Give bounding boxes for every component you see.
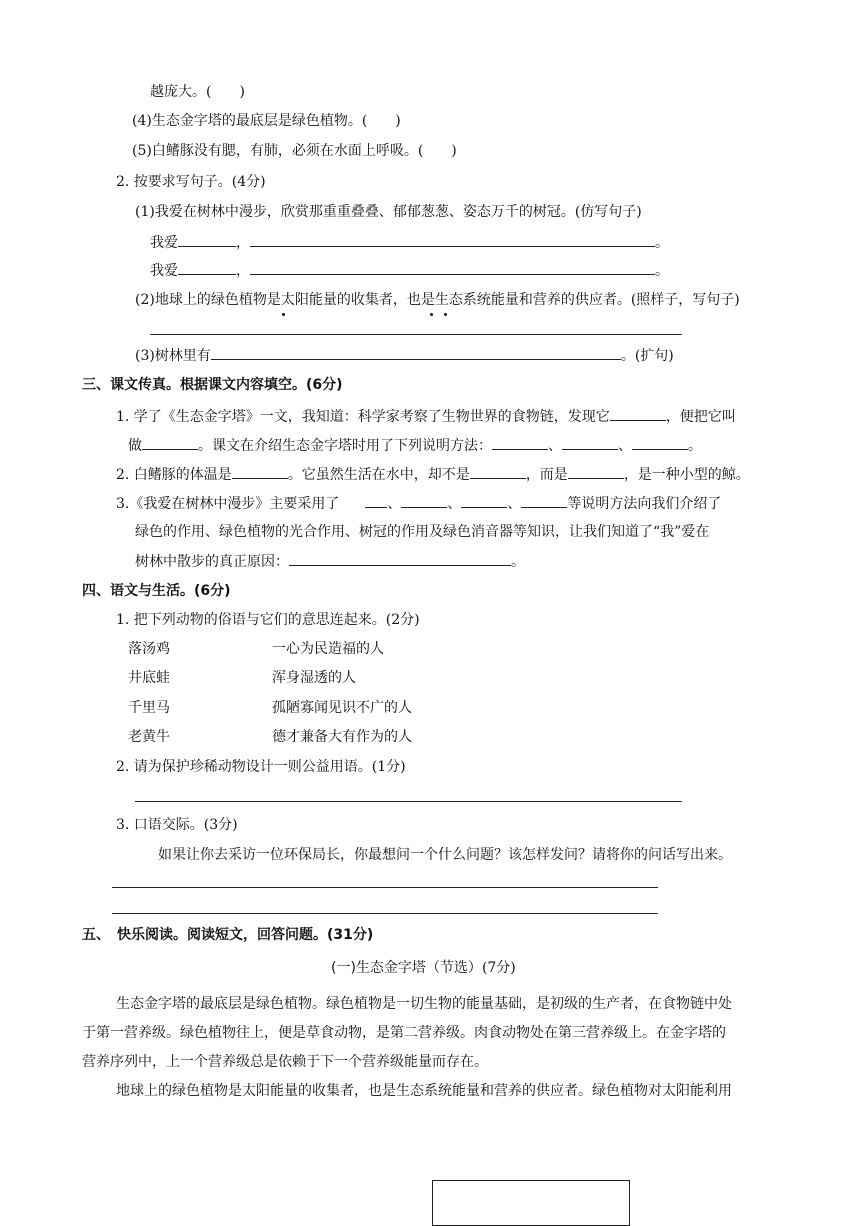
sentence-3-expand[interactable] (135, 345, 674, 366)
passage-score: (7分) (481, 960, 516, 976)
sentence-1-instruction: (1)我爱在树林中漫步，欣赏那重重叠叠、郁郁葱葱、姿态万千的树冠。(仿写句子) (135, 204, 642, 220)
blank[interactable] (232, 464, 288, 479)
text: 等说明方法向我们介绍了 (567, 496, 722, 512)
proverb-left[interactable]: 落汤鸡 (128, 641, 170, 657)
meaning-right[interactable]: 孤陋寡闻见识不广的人 (272, 700, 412, 716)
page-number-box (432, 1180, 630, 1226)
passage-line: 生态金字塔的最底层是绿色植物。绿色植物是一切生物的能量基础，是初级的生产者，在食物链中处 (116, 996, 732, 1012)
proverb-left[interactable]: 井底蛙 (128, 670, 170, 686)
blank[interactable] (470, 464, 526, 479)
blank[interactable] (211, 345, 621, 360)
blank[interactable] (521, 493, 567, 508)
text: 。课文在介绍生态金字塔时用了下列说明方法： (198, 438, 492, 454)
blank[interactable] (250, 260, 655, 275)
passage-line: 地球上的绿色植物是太阳能量的收集者，也是生态系统能量和营养的供应者。绿色植物对太阳能利用 (116, 1083, 732, 1099)
passage-note: （节选） (425, 960, 482, 976)
passage-line: 营养序列中，上一个营养级总是依赖于下一个营养级能量而存在。 (82, 1054, 488, 1070)
sentence-2-instruction: (2)地球上的绿色植物是太阳能量的收集者，也是生态系统能量和营养的供应者。(照样子，写句子) (135, 292, 740, 308)
text: 做 (128, 438, 142, 454)
sec3-q3-line1 (116, 493, 721, 514)
meaning-right[interactable]: 浑身湿透的人 (272, 670, 356, 686)
emphasis-dot (444, 313, 447, 316)
text: 。 (688, 438, 702, 454)
text: ，是一种小型的鲸。 (623, 467, 750, 483)
period: 。 (655, 235, 669, 251)
proverb-left[interactable]: 老黄牛 (128, 729, 170, 745)
question-2-heading: 2. 按要求写句子。(4分) (116, 174, 266, 190)
line-prefix: 我爱 (150, 235, 178, 251)
passage-title (331, 958, 516, 978)
blank[interactable] (289, 551, 511, 566)
text: 。它虽然生活在水中，却不是 (287, 467, 470, 483)
blank[interactable] (632, 435, 688, 450)
answer-line[interactable] (112, 913, 658, 914)
answer-line[interactable] (112, 887, 658, 888)
text: 1. 学了《生态金字塔》一文，我知道：科学家考察了生物世界的食物链，发现它 (116, 409, 610, 425)
text: 、 (447, 496, 462, 512)
blank[interactable] (492, 435, 548, 450)
blank[interactable] (250, 232, 655, 247)
blank[interactable] (568, 464, 624, 479)
blank[interactable] (401, 493, 447, 508)
line-prefix: 我爱 (150, 263, 178, 279)
text: ，便把它叫 (665, 409, 736, 425)
emphasis-dot (282, 313, 285, 316)
sec4-q3-prompt: 如果让你去采访一位环保局长，你最想问一个什么问题？该怎样发问？请将你的问话写出来。 (158, 847, 732, 863)
sec3-q3-line2: 绿色的作用、绿色植物的光合作用、树冠的作用及绿色消音器等知识，让我们知道了“我”爱在 (135, 524, 710, 540)
period: 。 (655, 263, 669, 279)
sec3-q1-line1 (116, 406, 736, 427)
answer-line[interactable] (150, 334, 682, 335)
text: 。 (511, 554, 525, 570)
text: 、 (387, 496, 402, 512)
judgement-item-5: (5)白鳍豚没有腮，有肺，必须在水面上呼吸。( ) (132, 143, 457, 159)
sec4-q1: 1. 把下列动物的俗语与它们的意思连起来。(2分) (116, 612, 420, 628)
meaning-right[interactable]: 德才兼备大有作为的人 (272, 729, 412, 745)
comma: ， (236, 263, 250, 279)
judgement-item-3-tail: 越庞大。( ) (150, 84, 245, 100)
proverb-left[interactable]: 千里马 (128, 700, 170, 716)
emphasis-dot (430, 313, 433, 316)
blank[interactable] (178, 232, 236, 247)
blank[interactable] (562, 435, 618, 450)
blank[interactable] (365, 493, 387, 508)
imitation-line-2[interactable] (150, 260, 669, 281)
answer-line[interactable] (135, 801, 682, 802)
text: 2. 白鳍豚的体温是 (116, 467, 232, 483)
line-suffix: 。(扩句) (620, 348, 674, 364)
text: 树林中散步的真正原因： (135, 554, 289, 570)
sec4-q3: 3. 口语交际。(3分) (116, 817, 238, 833)
comma: ， (236, 235, 250, 251)
text: ，而是 (525, 467, 568, 483)
blank[interactable] (461, 493, 507, 508)
sec3-q1-line2 (128, 435, 702, 456)
line-prefix: (3)树林里有 (135, 348, 211, 364)
text: 3.《我爱在树林中漫步》主要采用了 (116, 496, 340, 512)
judgement-item-4: (4)生态金字塔的最底层是绿色植物。( ) (132, 113, 401, 129)
sec3-q3-line3 (135, 551, 525, 572)
blank[interactable] (178, 260, 236, 275)
section-5-title: 五、 快乐阅读。阅读短文，回答问题。(31分) (82, 927, 374, 943)
text: 、 (548, 438, 562, 454)
imitation-line-1[interactable] (150, 232, 669, 253)
sec4-q2: 2. 请为保护珍稀动物设计一则公益用语。(1分) (116, 759, 406, 775)
text: 、 (618, 438, 632, 454)
passage-title-text: (一)生态金字塔 (331, 960, 426, 976)
passage-line: 于第一营养级。绿色植物往上，便是草食动物，是第二营养级。肉食动物处在第三营养级上。在金字塔的 (82, 1025, 726, 1041)
blank[interactable] (610, 406, 666, 421)
text: 、 (507, 496, 522, 512)
sec3-q2 (116, 464, 750, 485)
meaning-right[interactable]: 一心为民造福的人 (272, 641, 384, 657)
section-4-title: 四、语文与生活。(6分) (82, 583, 231, 599)
section-3-title: 三、课文传真。根据课文内容填空。(6分) (82, 377, 343, 393)
blank[interactable] (142, 435, 198, 450)
